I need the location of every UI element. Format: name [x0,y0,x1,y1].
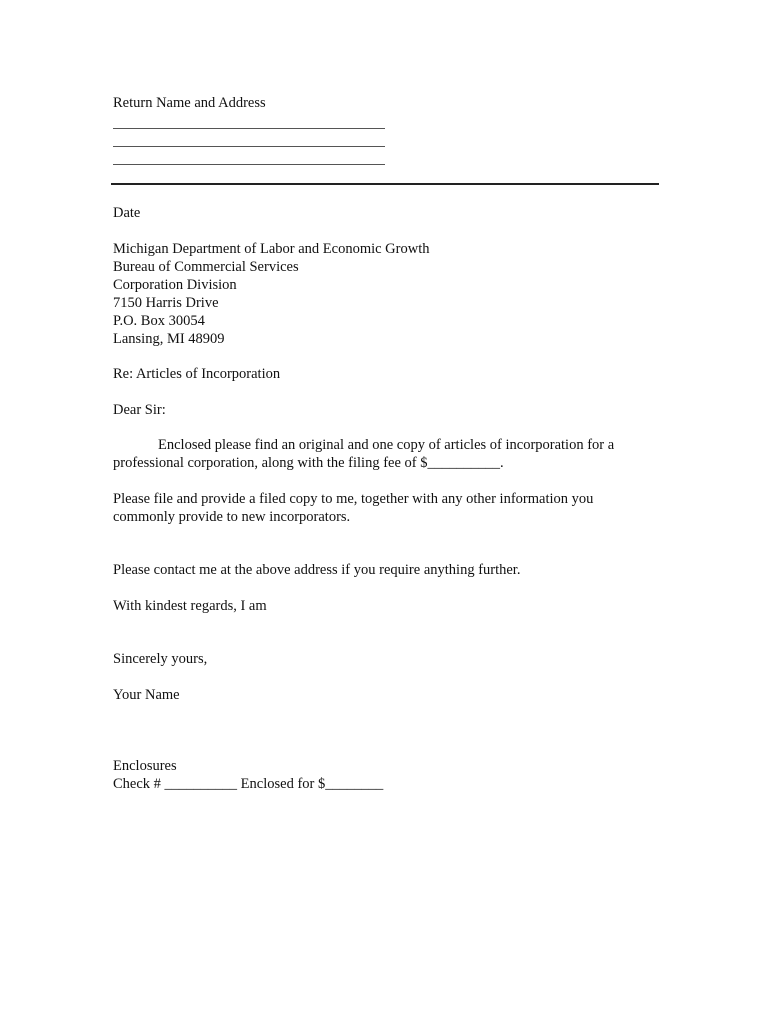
paragraph-line: commonly provide to new incorporators. [113,509,351,525]
signature-name: Your Name [113,687,180,703]
re-line: Re: Articles of Incorporation [113,366,281,382]
paragraph-2 [113,490,658,526]
return-address-line-1 [113,128,385,129]
return-address-line-3 [113,164,385,165]
date-label: Date [113,205,141,221]
paragraph-line: Please file and provide a filed copy to me, together with any other information you [113,491,594,507]
recipient-line: 7150 Harris Drive [113,295,219,311]
paragraph-line: Enclosed please find an original and one copy of articles of incorporation for a [158,437,615,453]
return-address-label: Return Name and Address [113,95,266,111]
paragraph-4: With kindest regards, I am [113,598,267,614]
recipient-line: Lansing, MI 48909 [113,331,225,347]
closing: Sincerely yours, [113,651,208,667]
recipient-line: P.O. Box 30054 [113,313,205,329]
header-divider [111,183,659,185]
paragraph-1 [113,436,658,472]
enclosures-detail: Check # __________ Enclosed for $________ [113,776,384,792]
enclosures-label: Enclosures [113,758,177,774]
recipient-address [113,240,430,348]
paragraph-3: Please contact me at the above address if you require anything further. [113,562,521,578]
paragraph-line: professional corporation, along with the filing fee of $__________. [113,455,504,471]
salutation: Dear Sir: [113,402,166,418]
recipient-line: Corporation Division [113,277,237,293]
recipient-line: Bureau of Commercial Services [113,259,299,275]
return-address-line-2 [113,146,385,147]
recipient-line: Michigan Department of Labor and Economic Growth [113,241,430,257]
